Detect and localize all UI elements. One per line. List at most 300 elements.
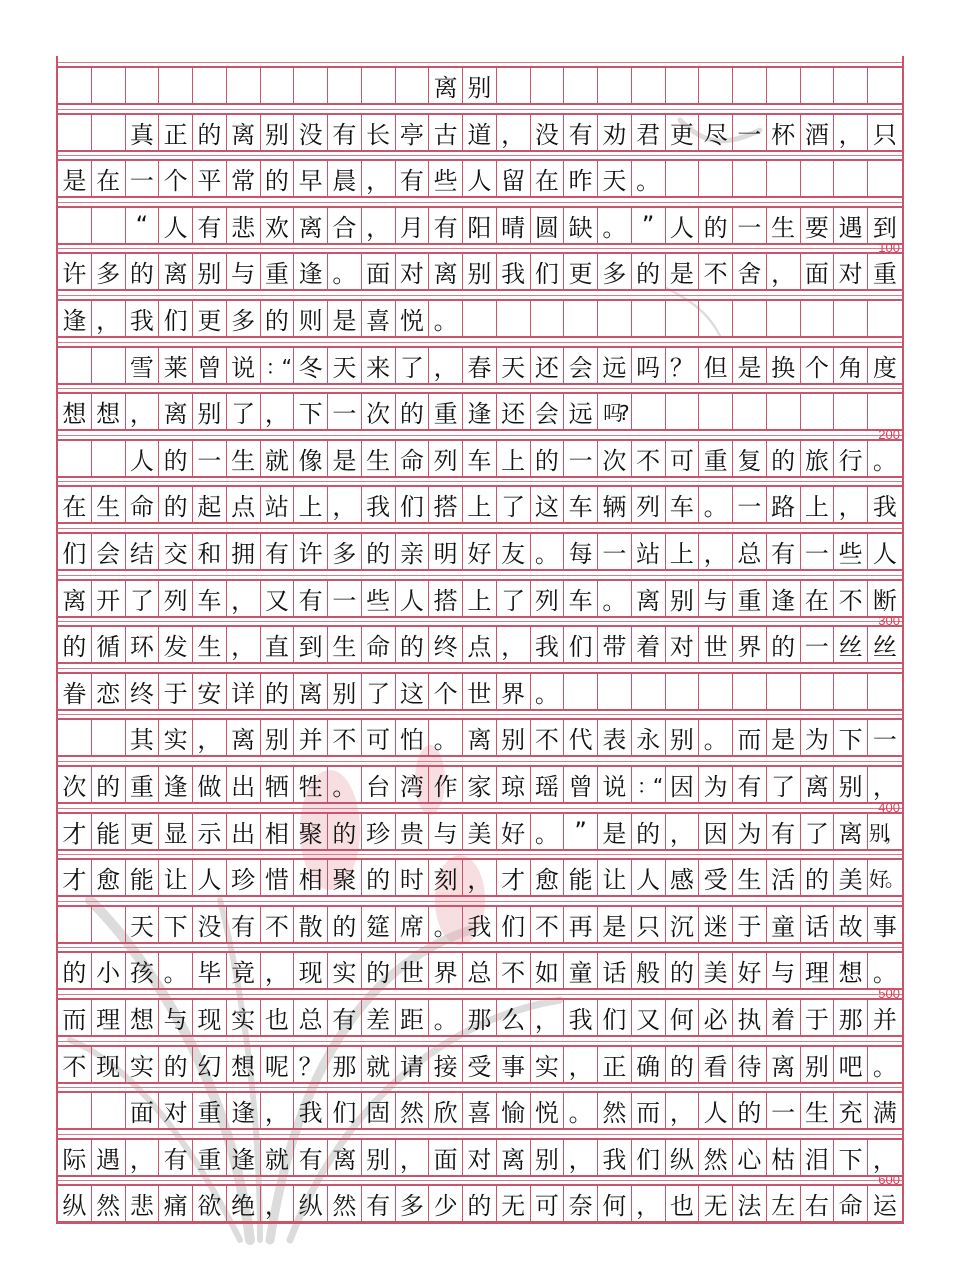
grid-cell: 般 [632, 953, 666, 988]
grid-cell: 下 [294, 394, 328, 429]
grid-cell: 生 [767, 208, 801, 243]
grid-cell: 我 [497, 254, 531, 289]
grid-cell: 好 [497, 814, 531, 849]
grid-cell: 现 [294, 953, 328, 988]
grid-cell: 到 [294, 627, 328, 662]
grid-cell: 离 [801, 767, 835, 802]
grid-cell: 的 [362, 860, 396, 895]
grid-cell: ， [531, 1000, 565, 1035]
grid-cell: 可 [531, 1186, 565, 1221]
grid-cell: ：“ [632, 767, 666, 802]
grid-cell: 和 [193, 534, 227, 569]
grid-cell: 天 [328, 348, 362, 383]
grid-cell: 别 [261, 115, 295, 150]
grid-cell: 别 [328, 674, 362, 709]
grid-cell [666, 394, 700, 429]
grid-cell: 上 [666, 534, 700, 569]
grid-cell: 一 [193, 441, 227, 476]
grid-cell: 着 [632, 627, 666, 662]
grid-cell: 聚 [328, 860, 362, 895]
grid-cell: 童 [767, 907, 801, 942]
grid-cell: 的 [362, 953, 396, 988]
grid-cell: 我 [564, 1000, 598, 1035]
grid-cell: 雪 [126, 348, 160, 383]
grid-cell: 席 [396, 907, 430, 942]
grid-cell: 这 [396, 674, 430, 709]
grid-cell: 真 [126, 115, 160, 150]
grid-cell [868, 161, 902, 196]
grid-cell: 生 [227, 441, 261, 476]
grid-cell: 离 [834, 814, 868, 849]
grid-cell [598, 301, 632, 336]
grid-cell [92, 907, 126, 942]
grid-cell: 。 [564, 1093, 598, 1128]
grid-cell: 人 [872, 540, 897, 568]
grid-cell: 离 [159, 254, 193, 289]
grid-cell: 必 [699, 1000, 733, 1035]
text-row [58, 708, 902, 755]
grid-cell: 是 [58, 161, 92, 196]
grid-cell [733, 68, 767, 103]
grid-cell: 法 [733, 1186, 767, 1221]
grid-cell: ， [261, 394, 295, 429]
grid-cell: ， [92, 301, 126, 336]
grid-cell: 牲 [294, 767, 328, 802]
grid-cell: 断 [872, 586, 897, 615]
grid-cell: 明 [429, 534, 463, 569]
grid-cell: 详 [227, 674, 261, 709]
grid-cell: 又 [632, 1000, 666, 1035]
grid-cell: 童 [564, 953, 598, 988]
grid-cell [632, 68, 666, 103]
grid-cell: 喜 [362, 301, 396, 336]
grid-cell: 珍 [227, 860, 261, 895]
grid-cell [362, 68, 396, 103]
grid-cell: 愉 [497, 1093, 531, 1128]
grid-cell: 平 [193, 161, 227, 196]
grid-cell: 的 [396, 394, 430, 429]
grid-cell: 满 [872, 1099, 897, 1128]
grid-cell: 离 [159, 394, 193, 429]
grid-cell: 并 [872, 1006, 897, 1034]
grid-cell [801, 394, 835, 429]
grid-cell: ：“ [261, 348, 295, 383]
grid-cell: 别， [868, 820, 901, 845]
text-row [58, 755, 902, 802]
grid-cell [733, 674, 767, 709]
text-row [58, 1081, 902, 1128]
grid-cell: 酒 [801, 115, 835, 150]
grid-cell: 莱 [159, 348, 193, 383]
grid-cell: 的 [159, 487, 193, 522]
grid-cell: 每 [564, 534, 598, 569]
grid-cell: 别 [261, 720, 295, 755]
grid-cell: 在 [92, 161, 126, 196]
grid-cell: 散 [294, 907, 328, 942]
grid-cell [92, 348, 126, 383]
grid-cell: 而 [632, 1093, 666, 1128]
grid-cell: 重 [733, 581, 767, 616]
grid-cell: 生 [733, 860, 767, 895]
grid-cell: 的 [666, 1047, 700, 1082]
grid-cell: 重 [193, 1140, 227, 1175]
grid-cell [58, 907, 92, 942]
grid-cell: 重 [872, 260, 897, 289]
grid-cell: ， [666, 1093, 700, 1128]
grid-cell: 界 [497, 674, 531, 709]
grid-cell: 个 [429, 674, 463, 709]
grid-cell: 不 [699, 254, 733, 289]
grid-cell [58, 115, 92, 150]
grid-cell: 了 [497, 487, 531, 522]
grid-cell [126, 68, 160, 103]
grid-cell: 实 [227, 1000, 261, 1035]
grid-cell: 列 [531, 581, 565, 616]
grid-cell: 有 [362, 1186, 396, 1221]
grid-cell: 让 [159, 860, 193, 895]
grid-cell: 有 [193, 208, 227, 243]
grid-cell: 循 [92, 627, 126, 662]
grid-cell: 总 [733, 534, 767, 569]
grid-cell: 上 [463, 581, 497, 616]
grid-cell: 别 [497, 720, 531, 755]
grid-cell: 晨 [328, 161, 362, 196]
grid-cell: 有 [733, 767, 767, 802]
grid-cell: 事 [872, 912, 897, 941]
text-row [58, 615, 902, 662]
grid-cell: 别 [666, 720, 700, 755]
grid-cell: 站 [632, 534, 666, 569]
grid-cell: 痛 [159, 1186, 193, 1221]
grid-cell: 而 [58, 1000, 92, 1035]
grid-cell: 显 [159, 814, 193, 849]
grid-cell: 执 [733, 1000, 767, 1035]
grid-cell: 面 [801, 254, 835, 289]
grid-cell: 远 [564, 394, 598, 429]
grid-cell: ， [632, 1186, 666, 1221]
grid-cell: 然 [328, 1186, 362, 1221]
grid-cell: 运 [872, 1192, 897, 1221]
grid-cell: 因 [699, 814, 733, 849]
grid-cell: 奈 [564, 1186, 598, 1221]
grid-cell: 与 [429, 814, 463, 849]
grid-cell: 的 [632, 814, 666, 849]
grid-cell: 的 [126, 254, 160, 289]
grid-cell: 了 [126, 581, 160, 616]
grid-cell: 一 [328, 394, 362, 429]
grid-cell: 实 [531, 1047, 565, 1082]
grid-cell: 在 [58, 487, 92, 522]
grid-cell: ， [193, 720, 227, 755]
grid-cell: 了 [396, 348, 430, 383]
grid-cell: 。 [699, 720, 733, 755]
grid-cell: 车 [564, 581, 598, 616]
grid-cell: 有 [767, 814, 801, 849]
grid-cell [328, 68, 362, 103]
grid-cell: 的 [632, 254, 666, 289]
grid-cell [699, 68, 733, 103]
grid-cell: 一 [733, 115, 767, 150]
grid-cell: ， [328, 487, 362, 522]
grid-cell [666, 301, 700, 336]
grid-cell [58, 1093, 92, 1128]
grid-cell: 。 [531, 534, 565, 569]
grid-cell [92, 720, 126, 755]
grid-cell: 与 [159, 1000, 193, 1035]
grid-cell: 小 [92, 953, 126, 988]
grid-cell: 一 [801, 627, 835, 662]
grid-cell: 悦 [531, 1093, 565, 1128]
text-row [58, 895, 902, 942]
grid-cell: 理 [801, 953, 835, 988]
grid-cell: ， [126, 394, 160, 429]
grid-cell: 充 [834, 1093, 868, 1128]
grid-cell: 人 [699, 1093, 733, 1128]
grid-cell [564, 674, 598, 709]
grid-cell: 天 [598, 161, 632, 196]
grid-cell [598, 674, 632, 709]
grid-cell: 于 [733, 907, 767, 942]
grid-cell: ， [834, 115, 868, 150]
text-row [58, 848, 902, 895]
grid-cell: 对 [159, 1093, 193, 1128]
grid-cell: 。 [531, 814, 565, 849]
grid-cell: 们 [328, 1093, 362, 1128]
grid-cell: 沉 [666, 907, 700, 942]
grid-cell: 不 [328, 720, 362, 755]
grid-cell: 多 [396, 1186, 430, 1221]
grid-cell: 待 [733, 1047, 767, 1082]
grid-cell: 的 [328, 814, 362, 849]
title-char: 别 [463, 68, 497, 103]
grid-cell: 的 [92, 767, 126, 802]
grid-cell: ？ [294, 1047, 328, 1082]
grid-cell: 再 [564, 907, 598, 942]
text-row [58, 988, 902, 1035]
grid-cell: 活 [767, 860, 801, 895]
grid-cell: 然 [92, 1186, 126, 1221]
grid-cell: 不 [497, 953, 531, 988]
grid-cell: 总 [294, 1000, 328, 1035]
grid-cell: 对 [396, 254, 430, 289]
grid-cell: 带 [598, 627, 632, 662]
grid-cell: 的 [159, 441, 193, 476]
grid-cell: 会 [92, 534, 126, 569]
grid-cell [632, 674, 666, 709]
grid-cell: 。 [429, 1000, 463, 1035]
grid-cell: ， [564, 1047, 598, 1082]
grid-cell [767, 301, 801, 336]
grid-cell: 像 [294, 441, 328, 476]
grid-cell: 。 [872, 446, 897, 475]
grid-cell [92, 441, 126, 476]
grid-cell: 。 [429, 301, 463, 336]
grid-cell [834, 301, 868, 336]
grid-cell: 了 [227, 394, 261, 429]
grid-cell: 确 [632, 1047, 666, 1082]
grid-cell [463, 301, 497, 336]
word-count-marker: 600 [878, 1172, 900, 1188]
grid-cell: 没 [193, 907, 227, 942]
grid-cell: 别 [834, 767, 868, 802]
grid-cell: 现 [92, 1047, 126, 1082]
grid-cell: 说 [598, 767, 632, 802]
grid-cell: 与 [227, 254, 261, 289]
grid-cell: 我 [872, 493, 897, 522]
grid-cell: 为 [699, 767, 733, 802]
grid-cell [159, 68, 193, 103]
grid-cell: 牺 [261, 767, 295, 802]
grid-cell: ， [666, 814, 700, 849]
grid-cell: 离 [632, 581, 666, 616]
grid-cell: 逢 [227, 1140, 261, 1175]
grid-cell: 贵 [396, 814, 430, 849]
grid-cell: 点 [463, 627, 497, 662]
grid-cell: 命 [362, 627, 396, 662]
grid-cell: 好 [733, 953, 767, 988]
grid-cell: 离 [429, 254, 463, 289]
grid-cell: 次 [598, 441, 632, 476]
grid-cell: 了 [497, 581, 531, 616]
grid-cell [699, 394, 733, 429]
grid-cell: ， [261, 953, 295, 988]
grid-cell: 喜 [463, 1093, 497, 1128]
text-row [58, 242, 902, 289]
grid-cell: 们 [632, 1140, 666, 1175]
grid-cell: 离 [294, 674, 328, 709]
grid-cell [632, 301, 666, 336]
grid-cell: 们 [598, 1000, 632, 1035]
grid-cell: 我 [362, 487, 396, 522]
grid-cell: 离 [58, 581, 92, 616]
grid-cell: 其 [126, 720, 160, 755]
grid-cell: 命 [396, 441, 430, 476]
grid-cell: 就 [362, 1047, 396, 1082]
grid-cell: 阳 [463, 208, 497, 243]
grid-cell: 我 [294, 1093, 328, 1128]
grid-cell: 们 [497, 907, 531, 942]
grid-cell: 要 [801, 208, 835, 243]
grid-cell [666, 161, 700, 196]
grid-cell [396, 68, 430, 103]
grid-cell: 些 [362, 581, 396, 616]
grid-cell: 而 [733, 720, 767, 755]
title-char: 离 [429, 68, 463, 103]
grid-cell: ， [126, 1140, 160, 1175]
grid-cell: 没 [294, 115, 328, 150]
grid-cell: 上 [497, 441, 531, 476]
grid-cell: 。 [598, 581, 632, 616]
grid-cell: 重 [193, 1093, 227, 1128]
grid-cell: 终 [429, 627, 463, 662]
grid-cell: 与 [699, 581, 733, 616]
grid-cell: 欲 [193, 1186, 227, 1221]
grid-cell: 实 [126, 1047, 160, 1082]
grid-cell: 角 [834, 348, 868, 383]
grid-cell: 心 [733, 1140, 767, 1175]
grid-cell: 重 [699, 441, 733, 476]
grid-cell [801, 674, 835, 709]
grid-cell: 曾 [564, 767, 598, 802]
grid-cell: 人 [632, 860, 666, 895]
grid-cell: 呢 [261, 1047, 295, 1082]
grid-cell: 离 [497, 1140, 531, 1175]
grid-cell: 愈 [531, 860, 565, 895]
text-row [58, 1174, 902, 1221]
grid-cell: 吗? [598, 394, 632, 429]
grid-cell: 那 [834, 1000, 868, 1035]
grid-cell: 逢 [767, 581, 801, 616]
grid-cell: 面 [362, 254, 396, 289]
grid-cell [531, 301, 565, 336]
grid-cell: 有 [564, 115, 598, 150]
grid-cell: 不 [58, 1047, 92, 1082]
grid-cell: ， [261, 1186, 295, 1221]
grid-cell [868, 394, 902, 429]
grid-cell: 何 [598, 1186, 632, 1221]
grid-cell: 左 [767, 1186, 801, 1221]
grid-cell: 一 [872, 726, 897, 755]
grid-cell: 世 [463, 674, 497, 709]
grid-cell: 一 [564, 441, 598, 476]
grid-cell: 车 [193, 581, 227, 616]
grid-cell: 逢 [58, 301, 92, 336]
grid-cell [564, 301, 598, 336]
grid-cell: 有 [328, 1000, 362, 1035]
grid-cell: 世 [396, 953, 430, 988]
grid-cell: 别 [362, 1140, 396, 1175]
grid-cell: ， [362, 161, 396, 196]
word-count-marker: 100 [878, 240, 900, 256]
grid-cell: 如 [531, 953, 565, 988]
grid-cell: 少 [429, 1186, 463, 1221]
text-row [58, 475, 902, 522]
grid-cell: 许 [294, 534, 328, 569]
grid-cell: 些 [429, 161, 463, 196]
grid-cell: 遇 [92, 1140, 126, 1175]
grid-cell: 会 [564, 348, 598, 383]
grid-cell: 眷 [58, 674, 92, 709]
grid-cell: 逢 [463, 394, 497, 429]
grid-cell [699, 301, 733, 336]
grid-cell: 生 [801, 1093, 835, 1128]
word-count-marker: 400 [878, 799, 900, 815]
grid-cell: 点 [227, 487, 261, 522]
grid-cell: 有 [396, 161, 430, 196]
grid-cell: 会 [531, 394, 565, 429]
grid-cell [834, 68, 868, 103]
word-count-marker: 300 [878, 613, 900, 629]
grid-cell: 拥 [227, 534, 261, 569]
grid-cell: 对 [463, 1140, 497, 1175]
grid-cell: 因 [666, 767, 700, 802]
grid-cell: 一 [598, 534, 632, 569]
grid-cell: 下 [159, 907, 193, 942]
grid-bottom-border [58, 1222, 902, 1224]
grid-cell: 们 [58, 534, 92, 569]
grid-cell: 人 [193, 860, 227, 895]
grid-cell: 到 [872, 213, 897, 242]
grid-cell [531, 68, 565, 103]
grid-cell: 的 [767, 441, 801, 476]
grid-cell: 列 [632, 487, 666, 522]
grid-cell: 接 [429, 1047, 463, 1082]
grid-cell: 也 [261, 1000, 295, 1035]
grid-cell [58, 68, 92, 103]
grid-cell: 们 [396, 487, 430, 522]
grid-cell: 相 [261, 814, 295, 849]
grid-cell: 一 [801, 534, 835, 569]
